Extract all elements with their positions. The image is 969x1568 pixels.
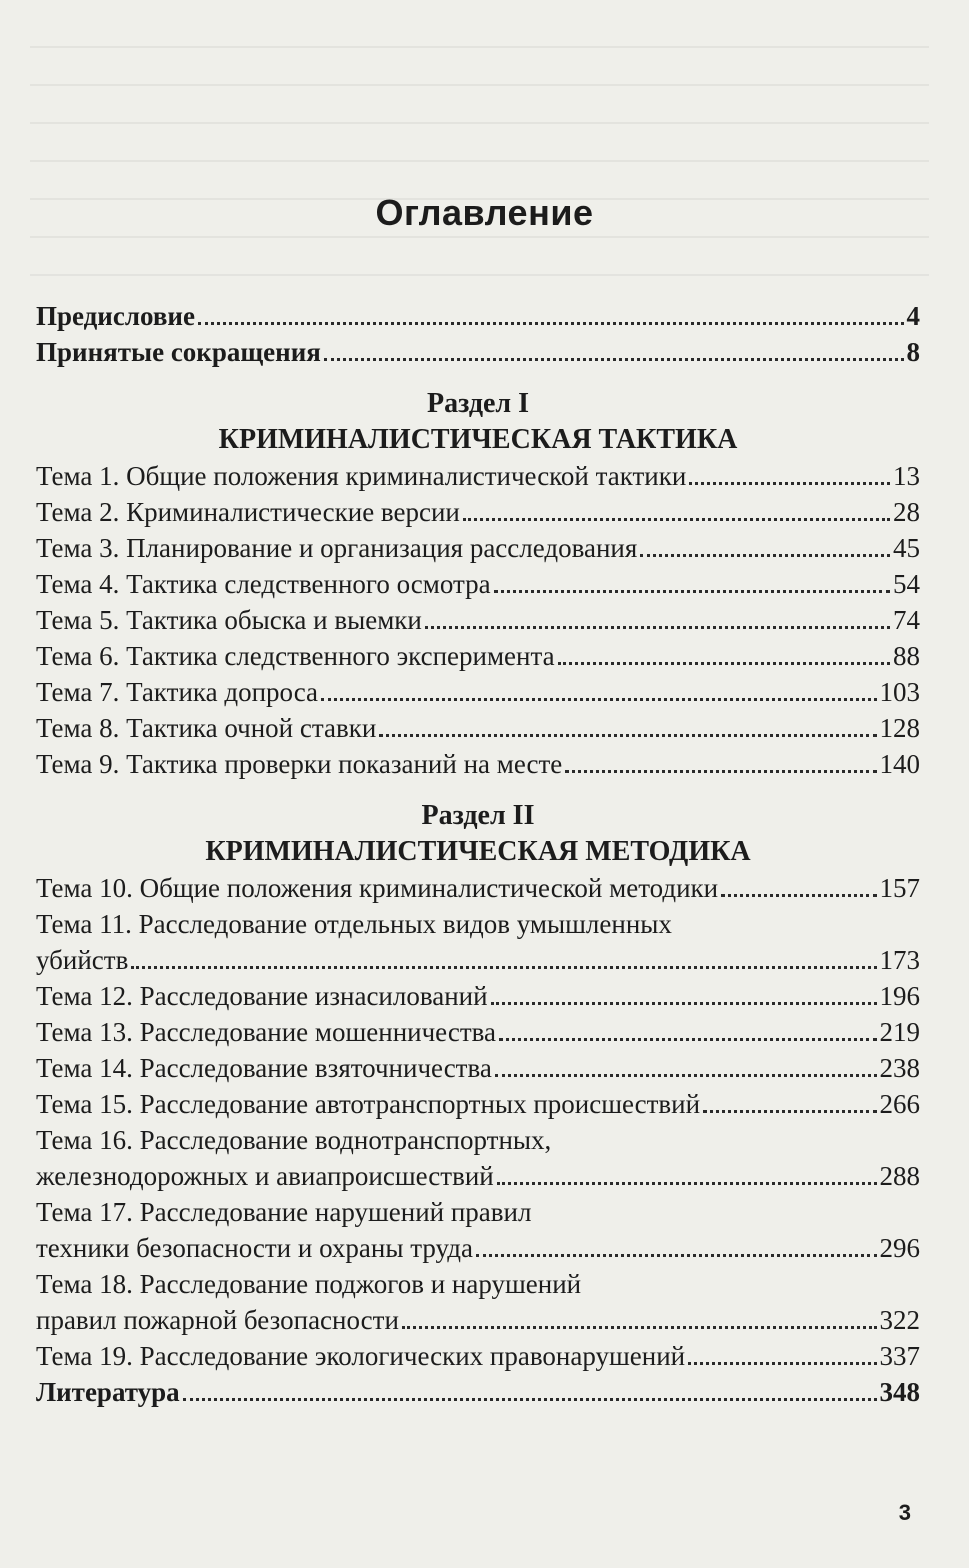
dot-leader (402, 1326, 877, 1329)
toc-entry-label: Тема 9. Тактика проверки показаний на месте (36, 749, 563, 779)
toc-entry[interactable] (36, 710, 920, 746)
toc-entry-row (36, 458, 920, 494)
dot-leader (491, 1002, 877, 1005)
dot-leader (324, 358, 904, 361)
toc-entry-row (36, 978, 920, 1014)
toc-entry-title-line: Тема 11. Расследование отдельных видов умышленных (36, 909, 672, 939)
dot-leader (495, 1074, 877, 1077)
toc-entry-label: убийств (36, 945, 129, 975)
toc-entry-page: 238 (879, 1053, 920, 1083)
toc-entry-page: 45 (893, 533, 920, 563)
toc-entry[interactable] (36, 1122, 920, 1194)
toc-entry-row (36, 494, 920, 530)
toc-entry-page: 296 (879, 1233, 920, 1263)
toc-entry[interactable] (36, 1050, 920, 1086)
toc-entry-page: 219 (879, 1017, 920, 1047)
toc-entry-label: Принятые сокращения (36, 337, 321, 367)
toc-entry[interactable] (36, 638, 920, 674)
toc-entry[interactable] (36, 1266, 920, 1338)
toc-entry-label: Тема 6. Тактика следственного эксперимента (36, 641, 555, 671)
toc-entry-row (36, 1050, 920, 1086)
toc-entry-row (36, 870, 920, 906)
dot-leader (499, 1038, 876, 1041)
section-1-heading: Раздел I (426, 388, 530, 419)
dot-leader (379, 734, 876, 737)
dot-leader (494, 590, 890, 593)
dot-leader (425, 626, 890, 629)
table-of-contents (36, 298, 920, 1410)
toc-entry-row (36, 674, 920, 710)
toc-entry-page: 13 (893, 461, 920, 491)
toc-entry-row (36, 746, 920, 782)
toc-entry-label: Тема 13. Расследование мошенничества (36, 1017, 497, 1047)
toc-entry-label: Тема 4. Тактика следственного осмотра (36, 569, 491, 599)
dot-leader (558, 662, 890, 665)
toc-entry-page: 348 (879, 1377, 920, 1407)
toc-entry[interactable] (36, 530, 920, 566)
toc-entry-row (36, 1374, 920, 1410)
toc-entry-label: Тема 5. Тактика обыска и выемки (36, 605, 422, 635)
toc-entry-row (36, 1302, 920, 1338)
toc-entry[interactable] (36, 674, 920, 710)
toc-entry-label: Предисловие (36, 301, 195, 331)
dot-leader (476, 1254, 876, 1257)
front-matter-list (36, 298, 920, 370)
toc-entry-label: Тема 2. Криминалистические версии (36, 497, 460, 527)
toc-entry[interactable] (36, 458, 920, 494)
dot-leader (131, 966, 876, 969)
toc-entry-row (36, 530, 920, 566)
dot-leader (688, 1362, 876, 1365)
toc-entry-row (36, 1014, 920, 1050)
toc-entry-label: Тема 1. Общие положения криминалистической тактики (36, 461, 687, 491)
toc-entry-label: Тема 15. Расследование автотранспортных происшествий (36, 1089, 701, 1119)
page-number: 3 (898, 1500, 911, 1525)
dot-leader (183, 1398, 877, 1401)
toc-entry-title-line: Тема 16. Расследование воднотранспортных, (36, 1125, 552, 1155)
toc-entry-row (36, 1086, 920, 1122)
toc-entry-page: 74 (893, 605, 920, 635)
toc-entry[interactable] (36, 1374, 920, 1410)
toc-entry-label: железнодорожных и авиапроисшествий (36, 1161, 494, 1191)
toc-entry-label: Тема 10. Общие положения криминалистической методики (36, 873, 719, 903)
toc-entry-page: 4 (906, 301, 920, 331)
toc-entry-page: 28 (893, 497, 920, 527)
section-2-heading: Раздел II (421, 800, 535, 831)
toc-entry-title-line: Тема 18. Расследование поджогов и нарушений (36, 1269, 582, 1299)
toc-entry-row (36, 1338, 920, 1374)
toc-entry-row (36, 298, 920, 334)
toc-entry[interactable] (36, 298, 920, 334)
toc-entry-label: Тема 8. Тактика очной ставки (36, 713, 377, 743)
toc-entry[interactable] (36, 494, 920, 530)
toc-entry-row (36, 710, 920, 746)
toc-entry[interactable] (36, 1194, 920, 1266)
toc-entry-label: Тема 19. Расследование экологических правонарушений (36, 1341, 686, 1371)
toc-entry-page: 196 (879, 981, 920, 1011)
toc-entry-label: Тема 14. Расследование взяточничества (36, 1053, 492, 1083)
toc-entry-page: 8 (906, 337, 920, 367)
toc-entry-page: 128 (879, 713, 920, 743)
section-2-list (36, 870, 920, 1374)
section-2-title: КРИМИНАЛИСТИЧЕСКАЯ МЕТОДИКА (205, 836, 751, 867)
toc-entry-row (36, 566, 920, 602)
toc-entry-row (36, 638, 920, 674)
dot-leader (689, 482, 890, 485)
toc-entry-row (36, 942, 920, 978)
toc-entry-row (36, 1230, 920, 1266)
toc-entry[interactable] (36, 906, 920, 978)
toc-entry-row (36, 602, 920, 638)
toc-entry[interactable] (36, 1338, 920, 1374)
toc-entry-page: 103 (879, 677, 920, 707)
toc-entry[interactable] (36, 1086, 920, 1122)
toc-entry-page: 288 (879, 1161, 920, 1191)
toc-entry[interactable] (36, 978, 920, 1014)
toc-entry-page: 173 (879, 945, 920, 975)
section-1-list (36, 458, 920, 782)
dot-leader (721, 894, 876, 897)
dot-leader (321, 698, 877, 701)
toc-entry-label: Тема 7. Тактика допроса (36, 677, 318, 707)
toc-entry-label: техники безопасности и охраны труда (36, 1233, 474, 1263)
toc-entry-page: 157 (879, 873, 920, 903)
toc-entry-page: 337 (879, 1341, 920, 1371)
section-1-title: КРИМИНАЛИСТИЧЕСКАЯ ТАКТИКА (218, 424, 738, 455)
dot-leader (640, 554, 890, 557)
toc-entry[interactable] (36, 566, 920, 602)
toc-entry[interactable] (36, 334, 920, 370)
toc-entry-label: Тема 12. Расследование изнасилований (36, 981, 488, 1011)
dot-leader (497, 1182, 877, 1185)
back-matter-list (36, 1374, 920, 1410)
dot-leader (565, 770, 876, 773)
dot-leader (198, 322, 904, 325)
dot-leader (703, 1110, 876, 1113)
toc-entry-page: 88 (893, 641, 920, 671)
page-title: Оглавление (375, 192, 594, 233)
toc-entry[interactable] (36, 870, 920, 906)
toc-entry-page: 54 (893, 569, 920, 599)
toc-entry-label: правил пожарной безопасности (36, 1305, 399, 1335)
toc-entry-page: 266 (879, 1089, 920, 1119)
toc-entry[interactable] (36, 1014, 920, 1050)
toc-entry[interactable] (36, 602, 920, 638)
bleed-through-text (30, 20, 929, 280)
toc-entry-title-line: Тема 17. Расследование нарушений правил (36, 1197, 532, 1227)
toc-entry-label: Литература (36, 1377, 180, 1407)
toc-entry-page: 140 (879, 749, 920, 779)
toc-entry[interactable] (36, 746, 920, 782)
dot-leader (463, 518, 890, 521)
toc-entry-row (36, 1158, 920, 1194)
toc-entry-label: Тема 3. Планирование и организация расследования (36, 533, 638, 563)
toc-entry-page: 322 (879, 1305, 920, 1335)
toc-entry-row (36, 334, 920, 370)
